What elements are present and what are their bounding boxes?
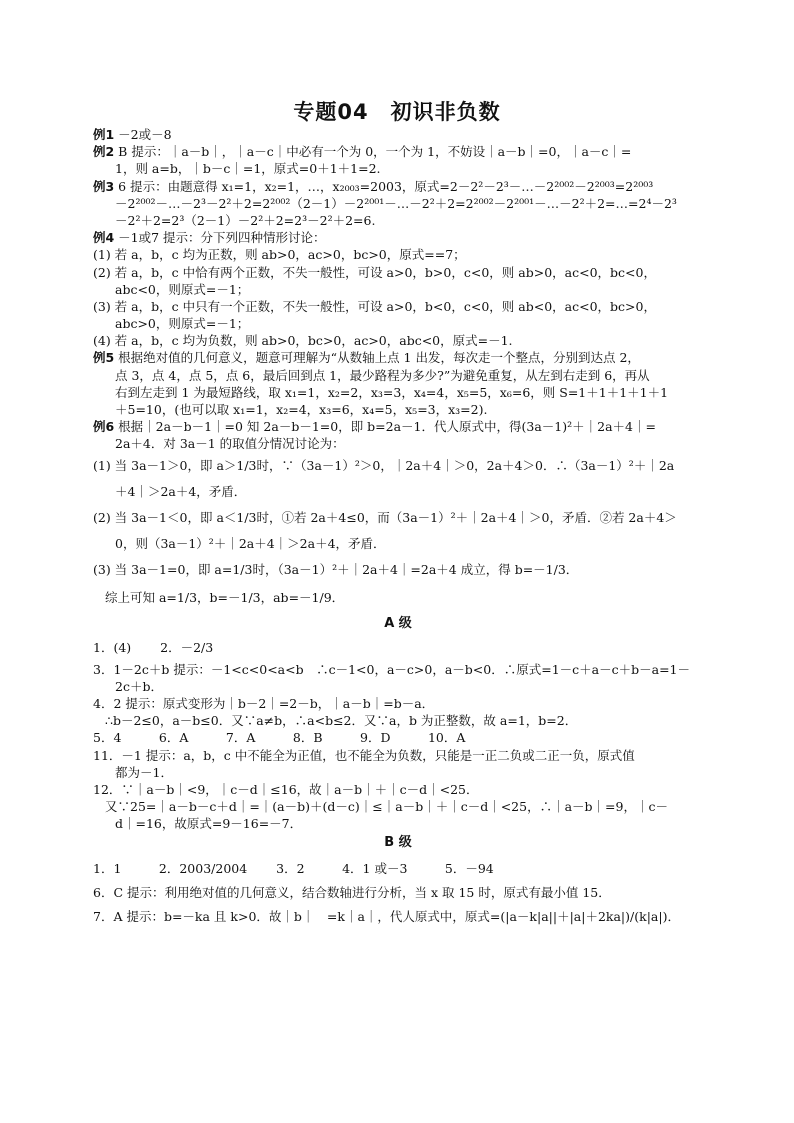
text-line bbox=[93, 264, 703, 281]
line-text: (3) 当 3a－1=0，即 a=1/3时，（3a－1）²＋｜2a＋4｜=2a＋4 成立，得 b=－1/3． bbox=[93, 561, 579, 577]
text-line bbox=[93, 678, 703, 695]
example-label: 例1 bbox=[93, 127, 115, 142]
line-text: abc<0，则原式=－1； bbox=[115, 281, 250, 297]
text-line bbox=[93, 332, 703, 349]
text-line bbox=[93, 557, 703, 583]
line-text: 1．(4) 2．－2/3 bbox=[93, 639, 214, 655]
text-line bbox=[93, 246, 703, 263]
line-text: 根据绝对值的几何意义，题意可理解为“从数轴上点 1 出发，每次走一个整点，分别到达点 2， bbox=[114, 350, 640, 366]
text-line bbox=[93, 854, 703, 884]
text-line bbox=[93, 583, 703, 613]
line-text: ＋4｜＞2a＋4，矛盾． bbox=[115, 483, 247, 499]
text-line bbox=[93, 815, 703, 832]
answer-content bbox=[93, 126, 703, 932]
text-line bbox=[93, 531, 703, 557]
section-heading: B 级 bbox=[384, 835, 412, 851]
text-line bbox=[93, 635, 703, 661]
text-line bbox=[93, 902, 703, 932]
line-text: 3．1－2c＋b 提示：－1<c<0<a<b ∴c－1<0，a－c>0，a－b<0．∴原式=1－c＋a－c＋b－a=1－ bbox=[93, 661, 690, 677]
text-line bbox=[93, 884, 703, 901]
text-line bbox=[93, 729, 703, 746]
line-text: 2c＋b． bbox=[115, 678, 163, 694]
text-line bbox=[93, 367, 703, 384]
line-text: －2²＋2=2³（2－1）－2²＋2=2³－2²＋2=6. bbox=[115, 212, 376, 228]
line-text: ＋5=10，(也可以取 x₁=1，x₂=4，x₃=6，x₄=5，x₅=3，x₃=2). bbox=[115, 402, 488, 417]
line-text: 综上可知 a=1/3，b=－1/3，ab=－1/9． bbox=[105, 589, 345, 605]
text-line bbox=[93, 143, 703, 160]
line-text: 11．－1 提示：a，b，c 中不能全为正值，也不能全为负数，只能是一正二负或二正一负，原式值 bbox=[93, 747, 635, 763]
text-line bbox=[93, 298, 703, 315]
line-text: (1) 若 a，b，c 均为正数，则 ab>0，ac>0，bc>0，原式==7； bbox=[93, 247, 466, 263]
line-text: 5．4 6．A 7．A 8．B 9．D 10．A bbox=[93, 730, 466, 746]
line-text: 1．1 2．2003/2004 3．2 4．1 或－3 5．－94 bbox=[93, 861, 494, 877]
line-text: ∴b－2≤0，a－b≤0．又∵a≠b，∴a<b≤2．又∵a，b 为正整数，故 a=1，b=2． bbox=[105, 713, 578, 729]
line-text: －2²⁰⁰²－…－2³－2²＋2=2²⁰⁰²（2－1）－2²⁰⁰¹－…－2²＋2=2²⁰⁰²－2²⁰⁰¹－…－2²＋2=…=2⁴－2³ bbox=[115, 195, 677, 211]
section-heading: A 级 bbox=[384, 615, 412, 631]
text-line bbox=[93, 349, 703, 366]
line-text: 右到左走到 1 为最短路线，取 x₁=1，x₂=2，x₃=3，x₄=4，x₅=5，x₆=6，则 S=1＋1＋1＋1＋1 bbox=[115, 384, 669, 400]
line-text: (2) 当 3a－1＜0，即 a＜1/3时，①若 2a＋4≤0，而（3a－1）²＋｜2a＋4｜＞0，矛盾．②若 2a＋4＞ bbox=[93, 509, 677, 525]
text-line bbox=[93, 505, 703, 531]
example-label: 例3 bbox=[93, 178, 115, 194]
text-line bbox=[93, 764, 703, 781]
line-text: 根据｜2a－b－1｜=0 知 2a－b－1=0，即 b=2a－1．代人原式中，得(3a－1)²＋｜2a＋4｜= bbox=[114, 419, 656, 435]
text-line bbox=[93, 160, 703, 177]
text-line bbox=[93, 401, 703, 418]
line-text: 点 3，点 4，点 5，点 6，最后回到点 1，最少路程为多少?”为避免重复，从左到右走到 6，再从 bbox=[115, 367, 650, 383]
line-text: 4．2 提示：原式变形为｜b－2｜=2－b，｜a－b｜=b－a． bbox=[93, 695, 435, 711]
text-line bbox=[93, 178, 703, 195]
text-line bbox=[93, 661, 703, 678]
line-text: 6 提示：由题意得 x₁=1，x₂=1，…，x₂₀₀₃=2003，原式=2－2²－2³－…－2²⁰⁰²－2²⁰⁰³=2²⁰⁰³ bbox=[114, 178, 654, 194]
line-text: 1，则 a=b，｜b－c｜=1，原式=0＋1＋1=2. bbox=[115, 161, 381, 177]
text-line bbox=[93, 712, 703, 729]
text-line bbox=[93, 315, 703, 332]
text-line bbox=[93, 798, 703, 815]
text-line bbox=[93, 747, 703, 764]
example-label: 例6 bbox=[93, 419, 115, 435]
text-line bbox=[93, 195, 703, 212]
line-text: 12．∵｜a－b｜<9，｜c－d｜≤16，故｜a－b｜＋｜c－d｜<25． bbox=[93, 781, 479, 797]
text-line bbox=[93, 384, 703, 401]
text-line bbox=[93, 126, 703, 143]
line-text: 2a＋4．对 3a－1 的取值分情况讨论为： bbox=[115, 436, 345, 452]
text-line bbox=[93, 212, 703, 229]
line-text: 7．A 提示：b=－ka 且 k>0．故｜b｜ =k｜a｜，代人原式中，原式=(|a－k|a||＋|a|＋2ka|)/(k|a|)． bbox=[93, 908, 680, 924]
page-title: 专题04 初识非负数 bbox=[293, 100, 501, 124]
text-line bbox=[93, 781, 703, 798]
line-text: 0，则（3a－1）²＋｜2a＋4｜＞2a＋4，矛盾． bbox=[115, 535, 386, 551]
line-text: (3) 若 a，b，c 中只有一个正数，不失一般性，可设 a>0，b<0，c<0，则 ab<0，ac<0，bc>0， bbox=[93, 298, 656, 314]
line-text: d｜=16，故原式=9－16=－7． bbox=[115, 816, 303, 832]
line-text: abc>0，则原式=－1； bbox=[115, 316, 250, 332]
line-text: (1) 当 3a－1＞0，即 a＞1/3时，∵（3a－1）²＞0，｜2a＋4｜＞0，2a＋4＞0．∴（3a－1）²＋｜2a bbox=[93, 457, 675, 473]
text-line bbox=[93, 479, 703, 505]
example-label: 例5 bbox=[93, 350, 115, 366]
text-line bbox=[93, 435, 703, 452]
line-text: －1或7 提示：分下列四种情形讨论： bbox=[114, 230, 326, 246]
line-text: －2或－8 bbox=[114, 127, 172, 142]
line-text: (2) 若 a，b，c 中恰有两个正数，不失一般性，可设 a>0，b>0，c<0，则 ab>0，ac<0，bc<0， bbox=[93, 264, 656, 280]
line-text: B 提示：｜a－b｜，｜a－c｜中必有一个为 0，一个为 1，不妨设｜a－b｜=0，｜a－c｜= bbox=[114, 144, 632, 160]
line-text: 6．C 提示：利用绝对值的几何意义，结合数轴进行分析，当 x 取 15 时，原式有最小值 15． bbox=[93, 885, 611, 901]
text-line bbox=[93, 281, 703, 298]
line-text: (4) 若 a，b，c 均为负数，则 ab>0，bc>0，ac>0，abc<0，原式=－1. bbox=[93, 333, 513, 349]
example-label: 例4 bbox=[93, 230, 115, 246]
text-line bbox=[93, 453, 703, 479]
line-text: 又∵25=｜a－b－c＋d｜=｜(a－b)＋(d－c)｜≤｜a－b｜＋｜c－d｜<25，∴｜a－b｜=9，｜c－ bbox=[105, 799, 668, 815]
text-line bbox=[93, 229, 703, 246]
text-line bbox=[93, 418, 703, 435]
line-text: 都为－1． bbox=[115, 764, 173, 780]
text-line bbox=[93, 695, 703, 712]
example-label: 例2 bbox=[93, 144, 115, 160]
